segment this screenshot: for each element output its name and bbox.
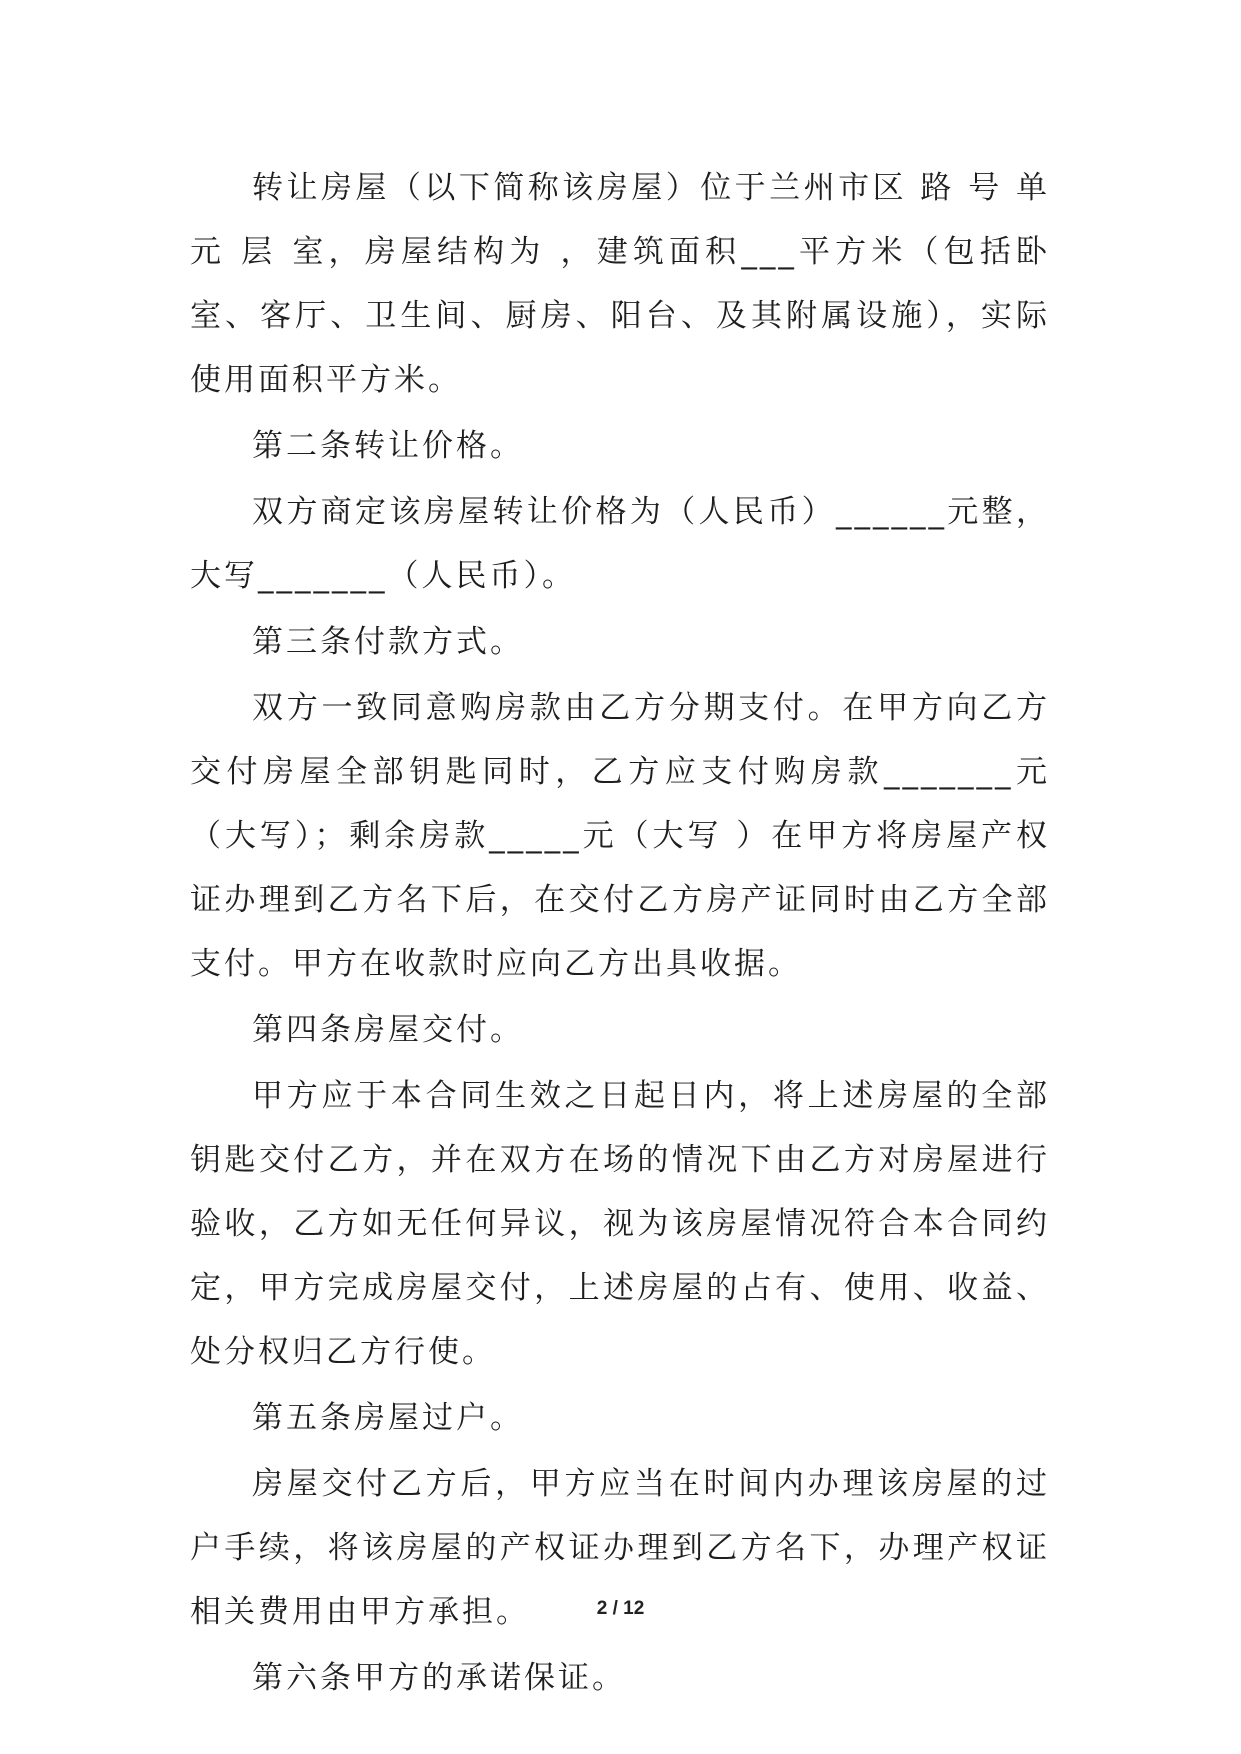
heading-article-4-delivery: 第四条房屋交付。 (252, 1012, 524, 1048)
heading-article-2-price: 第二条转让价格。 (252, 428, 524, 464)
paragraph-payment: 双方一致同意购房款由乙方分期支付。在甲方向乙方交付房屋全部钥匙同时，乙方应支付购房款_______元（大写）；剩余房款_____元（大写 ）在甲方将房屋产权证办理到乙方名下后，在交付乙方房产证同时由乙方全部支付。甲方在收款时应向乙方出具收据。 (190, 690, 1050, 982)
paragraph-delivery: 甲方应于本合同生效之日起日内，将上述房屋的全部钥匙交付乙方，并在双方在场的情况下由乙方对房屋进行验收，乙方如无任何异议，视为该房屋情况符合本合同约定，甲方完成房屋交付，上述房屋的占有、使用、收益、处分权归乙方行使。 (190, 1078, 1050, 1370)
paragraph-location: 转让房屋（以下简称该房屋）位于兰州市区 路 号 单元 层 室，房屋结构为 ，建筑面积___平方米（包括卧室、客厅、卫生间、厨房、阳台、及其附属设施），实际使用面积平方米。 (190, 170, 1050, 398)
paragraph-price: 双方商定该房屋转让价格为（人民币）______元整，大写_______（人民币）。 (190, 494, 1050, 594)
heading-article-3-payment: 第三条付款方式。 (252, 624, 524, 660)
paragraph-transfer: 房屋交付乙方后，甲方应当在时间内办理该房屋的过户手续，将该房屋的产权证办理到乙方名下，办理产权证相关费用由甲方承担。 (190, 1466, 1050, 1630)
page-number: 2 / 12 (596, 1598, 645, 1619)
heading-article-6-guarantee: 第六条甲方的承诺保证。 (252, 1660, 626, 1696)
heading-article-5-transfer: 第五条房屋过户。 (252, 1400, 524, 1436)
document-body (190, 156, 1050, 1712)
